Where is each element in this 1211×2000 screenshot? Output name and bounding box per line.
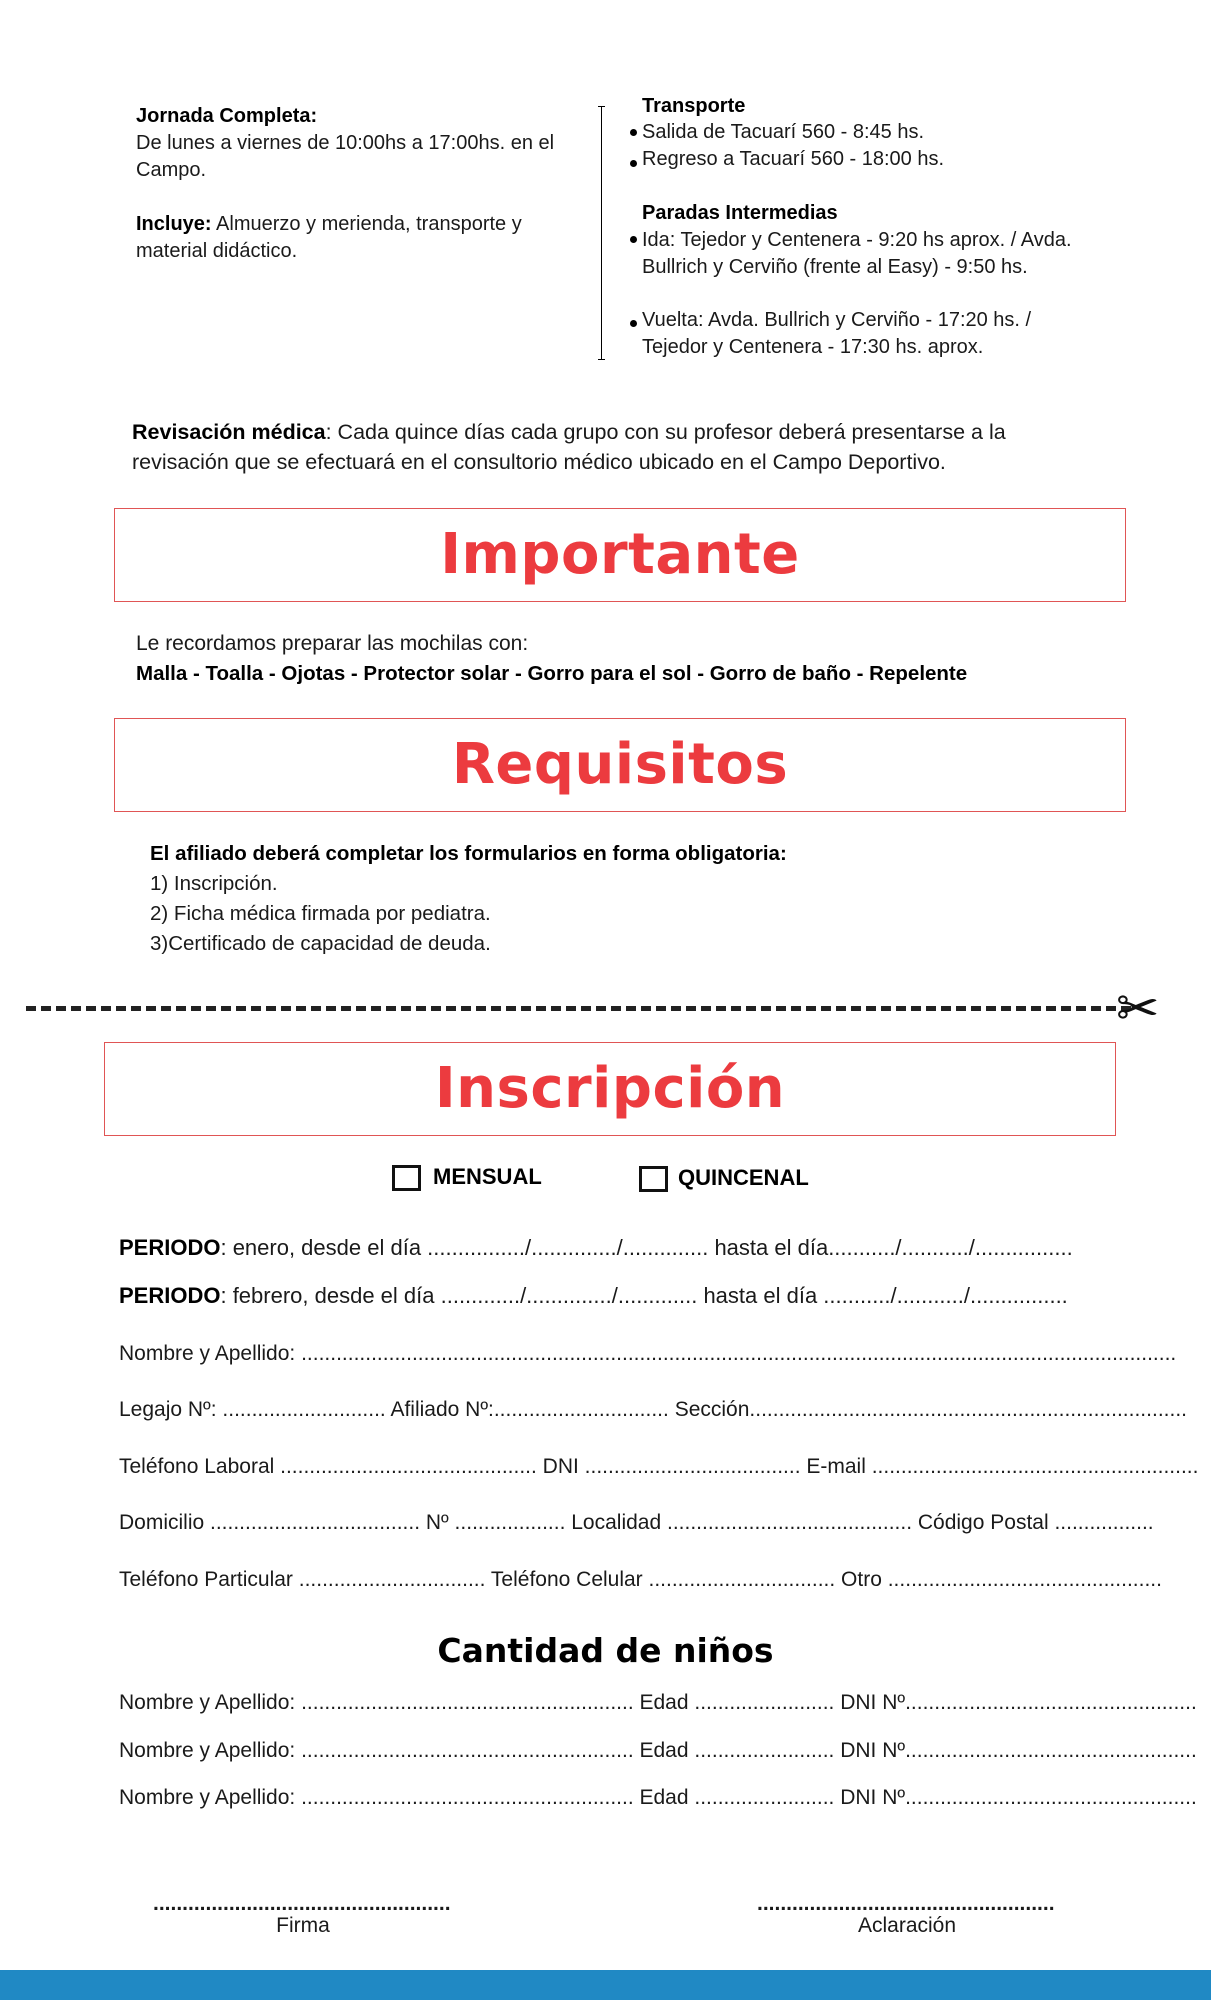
clarification-label: Aclaración <box>857 1914 957 1937</box>
monthly-label: MENSUAL <box>433 1164 542 1189</box>
address-field[interactable]: Domicilio .................................... Nº ................... Localidad .......................................... Código Postal ................. <box>119 1511 1154 1534</box>
stop-item: Ida: Tejedor y Centenera - 9:20 hs aprox. / Avda. Bullrich y Cerviño (frente al Easy) - 9:50 hs. <box>642 229 1072 278</box>
medical-paragraph <box>132 417 1092 477</box>
period-label: PERIODO <box>119 1235 221 1260</box>
bullet-icon <box>630 160 637 167</box>
footer-bar <box>0 1970 1211 2000</box>
schedule-title: Jornada Completa: <box>136 105 318 127</box>
child-row[interactable]: Nombre y Apellido: ......................................................... Edad ........................ DNI Nº.................................................. <box>119 1691 1197 1714</box>
divider-line <box>601 106 602 360</box>
scissors-icon: ✂ <box>1116 979 1160 1039</box>
bullet-icon <box>630 236 637 243</box>
signature-line[interactable]: ................................................... <box>153 1892 451 1915</box>
biweekly-checkbox[interactable] <box>639 1166 668 1192</box>
biweekly-label: QUINCENAL <box>678 1165 809 1190</box>
period-january-field[interactable] <box>119 1234 1073 1262</box>
period-label: PERIODO <box>119 1283 221 1308</box>
period-january-text: : enero, desde el día ................/............../.............. hasta el día.........../.........../................ <box>220 1235 1073 1260</box>
medical-text: : Cada quince días cada grupo con su profesor deberá presentarse a la revisación que se efectuará en el consultorio médico ubicado en el Campo Deportivo. <box>132 420 1006 474</box>
requirement-item: 1) Inscripción. <box>150 872 278 895</box>
cut-line <box>26 1006 1131 1011</box>
phones-field[interactable]: Teléfono Particular ................................ Teléfono Celular ................................ Otro ............................................... <box>119 1568 1162 1591</box>
important-title: Importante <box>440 522 800 587</box>
children-title: Cantidad de niños <box>437 1631 774 1670</box>
schedule-description: De lunes a viernes de 10:00hs a 17:00hs. en el Campo. <box>136 132 555 181</box>
signature-label: Firma <box>276 1914 330 1937</box>
requirements-lead: El afiliado deberá completar los formularios en forma obligatoria: <box>150 842 787 865</box>
requirement-item: 3)Certificado de capacidad de deuda. <box>150 932 491 955</box>
work-phone-dni-email-field[interactable]: Teléfono Laboral ............................................ DNI ..................................... E-mail ........................................................ <box>119 1455 1199 1478</box>
file-member-section-field[interactable]: Legajo Nº: ............................ Afiliado Nº:.............................. Sección........................................................................... <box>119 1398 1187 1421</box>
transport-title: Transporte <box>642 95 746 117</box>
stop-item: Vuelta: Avda. Bullrich y Cerviño - 17:20 hs. / Tejedor y Centenera - 17:30 hs. aprox. <box>642 309 1032 358</box>
monthly-checkbox[interactable] <box>392 1165 421 1191</box>
requirements-title: Requisitos <box>451 732 789 797</box>
transport-item: Regreso a Tacuarí 560 - 18:00 hs. <box>642 148 945 170</box>
registration-header <box>104 1042 1116 1136</box>
stops-title: Paradas Intermedias <box>642 202 838 224</box>
includes-label: Incluye: <box>136 213 212 235</box>
bullet-icon <box>630 129 637 136</box>
includes-text: Almuerzo y merienda, transporte y material didáctico. <box>136 213 522 262</box>
schedule-includes <box>136 211 566 265</box>
child-row[interactable]: Nombre y Apellido: ......................................................... Edad ........................ DNI Nº.................................................. <box>119 1786 1197 1809</box>
registration-title: Inscripción <box>434 1056 786 1121</box>
important-items: Malla - Toalla - Ojotas - Protector solar - Gorro para el sol - Gorro de baño - Repelente <box>136 662 968 685</box>
important-reminder: Le recordamos preparar las mochilas con: <box>136 632 529 655</box>
period-february-field[interactable] <box>119 1282 1068 1310</box>
child-row[interactable]: Nombre y Apellido: ......................................................... Edad ........................ DNI Nº.................................................. <box>119 1739 1197 1762</box>
period-february-text: : febrero, desde el día ............./............../............. hasta el día .........../.........../................ <box>220 1283 1068 1308</box>
requirement-item: 2) Ficha médica firmada por pediatra. <box>150 902 491 925</box>
full-name-field[interactable]: Nombre y Apellido: ...................................................................................................................................................... <box>119 1342 1177 1365</box>
bullet-icon <box>630 320 637 327</box>
transport-item: Salida de Tacuarí 560 - 8:45 hs. <box>642 121 925 143</box>
medical-label: Revisación médica <box>132 420 326 444</box>
requirements-header <box>114 718 1126 812</box>
clarification-line[interactable]: ................................................... <box>757 1892 1055 1915</box>
important-header <box>114 508 1126 602</box>
requirements-list <box>150 839 787 959</box>
schedule-block <box>136 103 566 265</box>
